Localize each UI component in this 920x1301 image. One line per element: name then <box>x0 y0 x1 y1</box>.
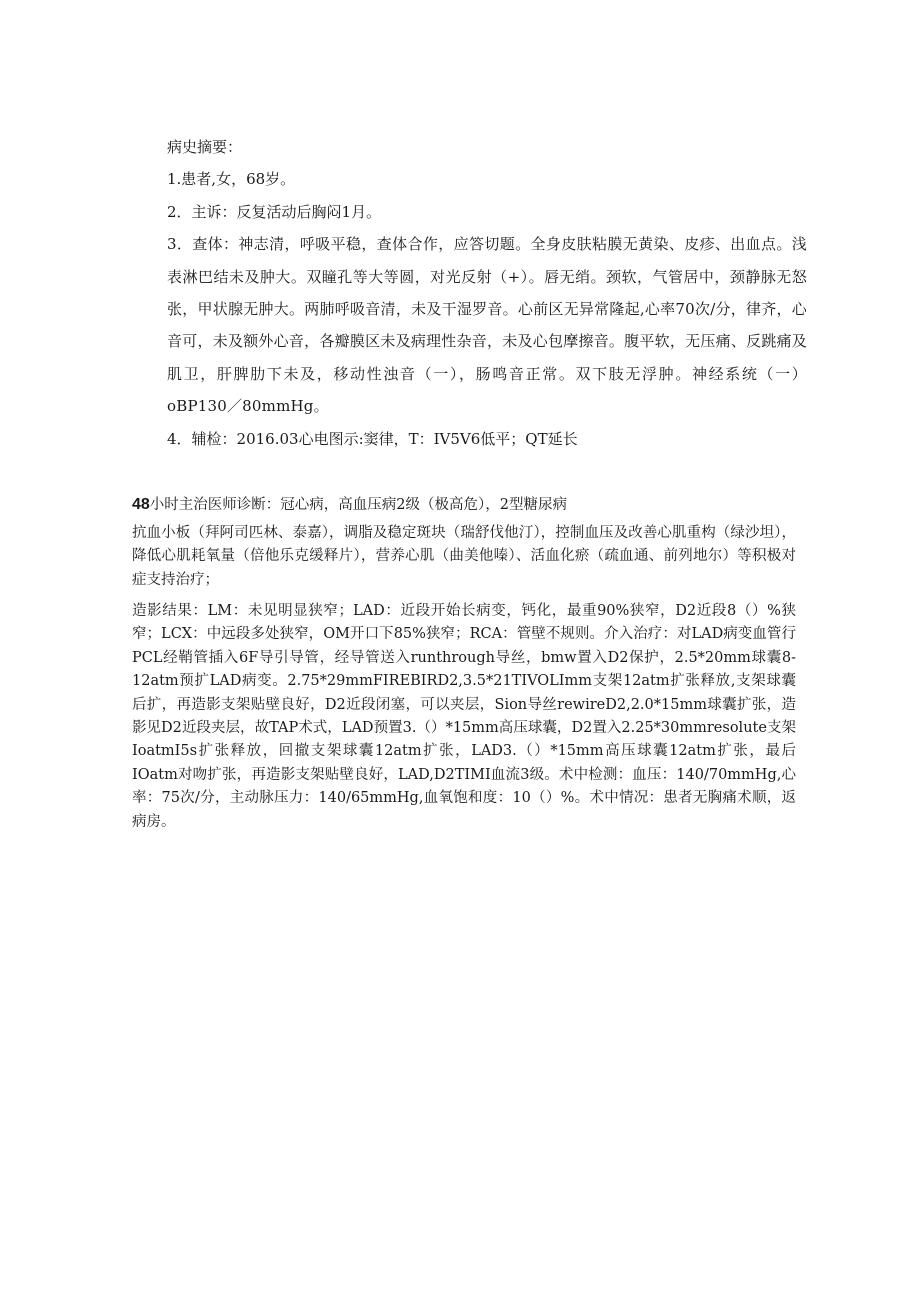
medical-history-section <box>167 131 807 455</box>
treatment-paragraph: 抗血小板（拜阿司匹林、泰嘉），调脂及稳定斑块（瑞舒伐他汀），控制血压及改善心肌重构（绿沙坦），降低心肌耗氧量（倍他乐克缓释片），营养心肌（曲美他嗪）、活血化瘀（疏血通、前列地尔）等积极对症支持治疗； <box>132 525 796 588</box>
diagnosis-hours: 48 <box>132 496 150 513</box>
diagnosis-line <box>132 493 567 514</box>
diagnosis-text: 小时主治医师诊断：冠心病，高血压病2级（极高危），2型糖尿病 <box>149 497 567 513</box>
history-heading: 病史摘要： <box>167 138 243 156</box>
angiography-paragraph: 造影结果：LM：未见明显狭窄；LAD：近段开始长病变，钙化，最重90%狭窄，D2近段8（）%狭窄；LCX：中远段多处狭窄，OM开口下85%狭窄；RCA：管壁不规则。介入治疗：对LAD病变血管行PCL经鞘管插入6F导引导管，经导管送入runthrough导丝，bmw置入D2保护，2.5*20mm球囊8-12atm预扩LAD病变。2.75*29mmFIREBIRD2,3.5*21TIVOLImm支架12atm扩张释放,支架球囊后扩，再造影支架贴壁良好，D2近段闭塞，可以夹层，Sion导丝rewireD2,2.0*15mm球囊扩张，造影见D2近段夹层，故TAP术式，LAD预置3.（）*15mm高压球囊，D2置入2.25*30mmresolute支架IoatmI5s扩张释放，回撤支架球囊12atm扩张，LAD3.（）*15mm高压球囊12atm扩张，最后IOatm对吻扩张，再造影支架贴壁良好，LAD,D2TIMI血流3级。术中检测：血压：140/70mmHg,心率：75次/分，主动脉压力：140/65mmHg,血氧饱和度：10（）%。术中情况：患者无胸痛术顺，返病房。 <box>132 603 796 830</box>
history-item-exam: 3．查体：神志清，呼吸平稳，查体合作，应答切题。全身皮肤粘膜无黄染、皮疹、出血点。浅表淋巴结未及肿大。双瞳孔等大等圆，对光反射（+）。唇无绡。颈软，气管居中，颈静脉无怒张，甲状腺无肿大。两肺呼吸音清，未及干湿罗音。心前区无异常隆起,心率70次/分，律齐，心音可，未及额外心音，各瓣膜区未及病理性杂音，未及心包摩擦音。腹平软，无压痛、反跳痛及肌卫，肝脾肋下未及，移动性浊音（一），肠鸣音正常。双下肢无浮肿。神经系统（一）oBP130／80mmHg。 <box>167 235 807 416</box>
history-item-complaint: 2．主诉：反复活动后胸闷1月。 <box>167 202 382 221</box>
history-item-patient: 1.患者,女，68岁。 <box>167 170 296 189</box>
history-item-auxiliary: 4．辅检：2016.03心电图示:窦律，T：IV5V6低平；QT延长 <box>167 429 578 448</box>
